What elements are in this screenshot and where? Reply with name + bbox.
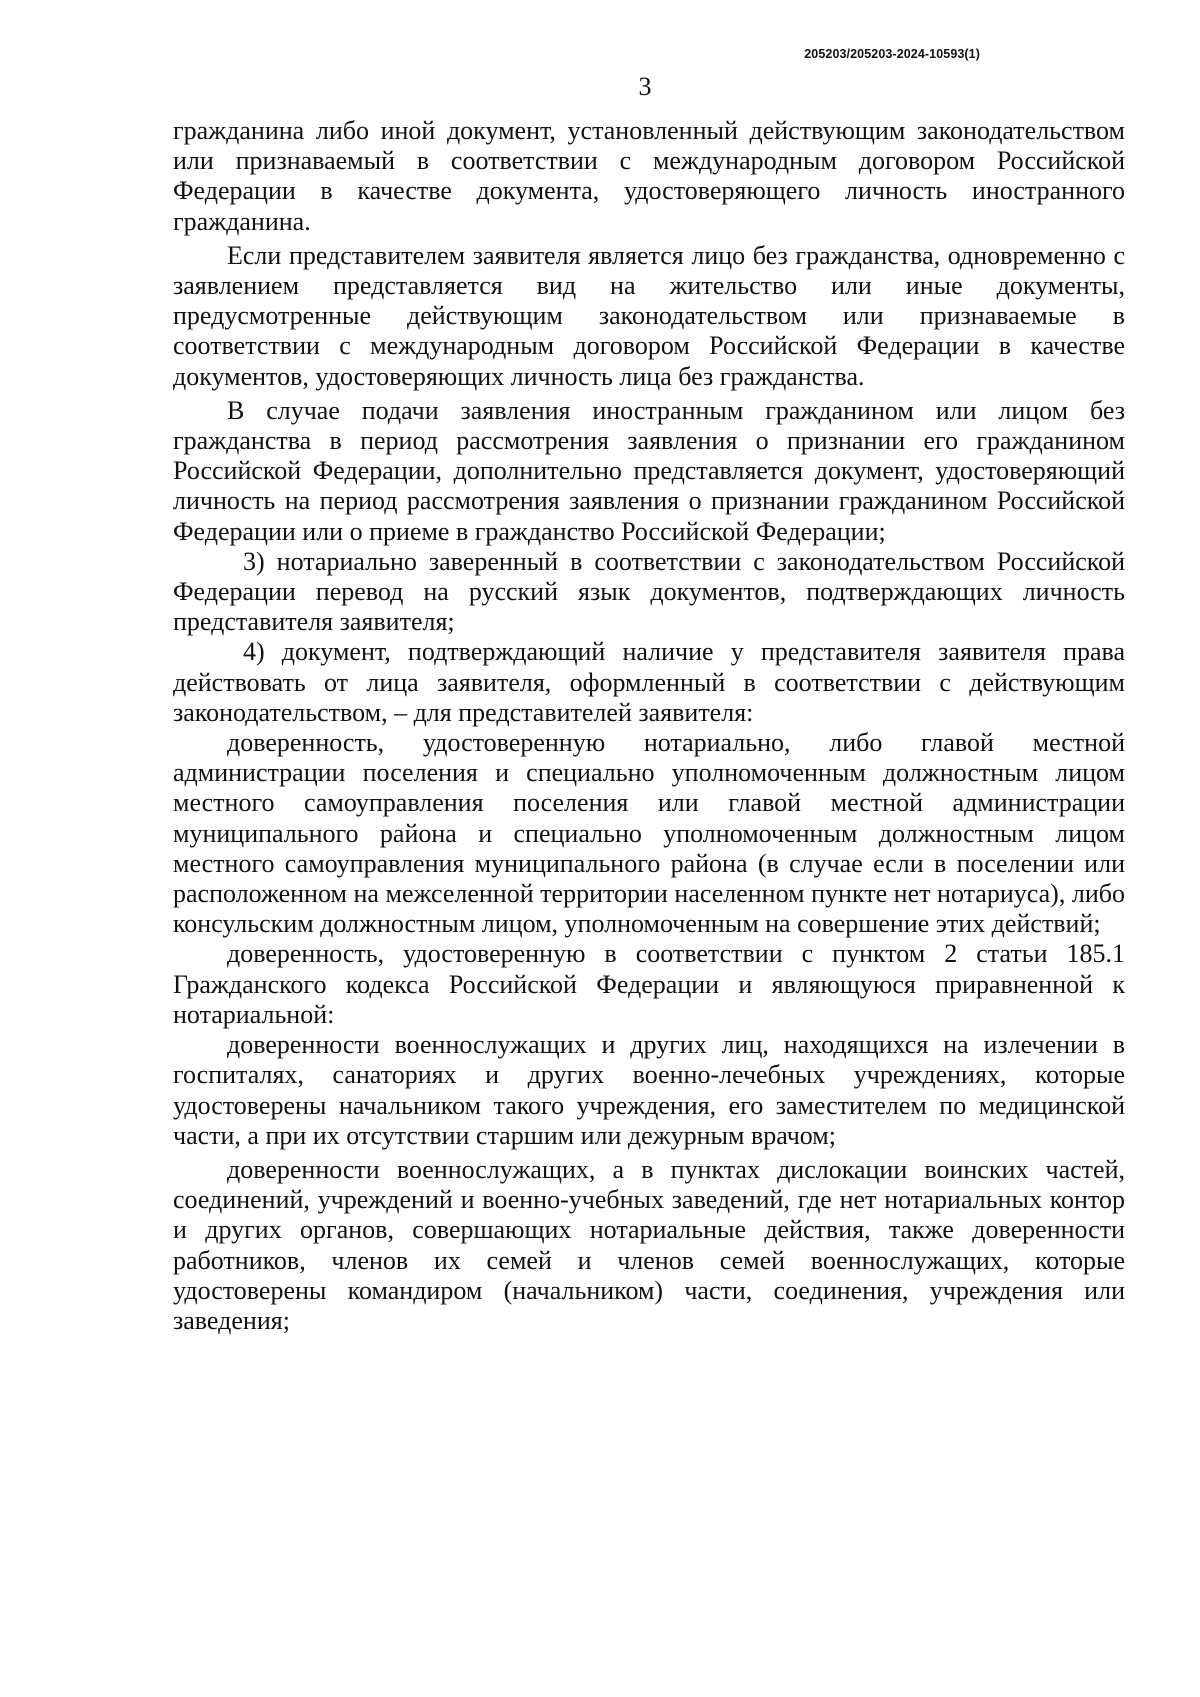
paragraph-notarized-power-of-attorney: доверенность, удостоверенную нотариально, либо главой местной администрации поселения и специально уполномоченным должностным лицом местного самоуправления поселения или главой местной администрации муниципального района и специально уполномоченным должностным лицом местного самоуправления муниципального района (в случае если в поселении или расположенном на межселенной территории населенном пункте нет нотариуса), либо консульским должностным лицом, уполномоченным на совершение этих действий; [173,728,1125,939]
document-body [173,116,1125,1336]
paragraph-stateless-representative: Если представителем заявителя является лицо без гражданства, одновременно с заявлением представляется вид на жительство или иные документы, предусмотренные действующим законодательством или признаваемые в соответствии с международным договором Российской Федерации в качестве документов, удостоверяющих личность лица без гражданства. [173,240,1125,391]
document-registration-code: 205203/205203-2024-10593(1) [804,47,980,61]
page-number: 3 [638,72,652,101]
list-item-4-authority-document: 4) документ, подтверждающий наличие у представителя заявителя права действовать от лица заявителя, оформленный в соответствии с действующим законодательством, – для представителей заявителя: [173,637,1125,727]
paragraph-citizenship-application: В случае подачи заявления иностранным гражданином или лицом без гражданства в период рассмотрения заявления о признании его гражданином Российской Федерации, дополнительно представляется документ, удостоверяющий личность на период рассмотрения заявления о признании гражданином Российской Федерации или о приеме в гражданство Российской Федерации; [173,395,1125,546]
paragraph-power-of-attorney-civil-code: доверенность, удостоверенную в соответствии с пунктом 2 статьи 185.1 Гражданского кодекса Российской Федерации и являющуюся приравненной к нотариальной: [173,939,1125,1029]
paragraph-power-of-attorney-hospitals: доверенности военнослужащих и других лиц, находящихся на излечении в госпиталях, санаториях и других военно-лечебных учреждениях, которые удостоверены начальником такого учреждения, его заместителем по медицинской части, а при их отсутствии старшим или дежурным врачом; [173,1030,1125,1150]
paragraph-foreign-citizen-document: гражданина либо иной документ, установленный действующим законодательством или признаваемый в соответствии с международным договором Российской Федерации в качестве документа, удостоверяющего личность иностранного гражданина. [173,116,1125,236]
paragraph-power-of-attorney-military-units: доверенности военнослужащих, а в пунктах дислокации воинских частей, соединений, учреждений и военно-учебных заведений, где нет нотариальных контор и других органов, совершающих нотариальные действия, также доверенности работников, членов их семей и членов семей военнослужащих, которые удостоверены командиром (начальником) части, соединения, учреждения или заведения; [173,1154,1125,1335]
list-item-3-notarized-translation: 3) нотариально заверенный в соответствии с законодательством Российской Федерации перевод на русский язык документов, подтверждающих личность представителя заявителя; [173,546,1125,637]
